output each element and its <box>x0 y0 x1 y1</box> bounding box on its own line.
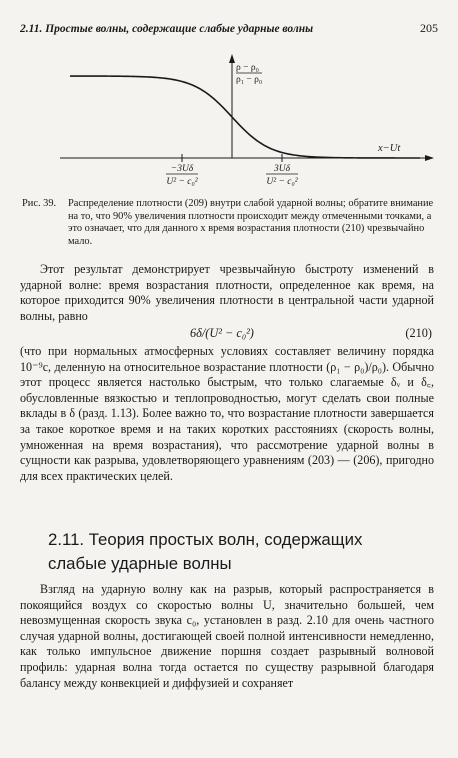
x-axis-label: x−Ut <box>378 143 401 154</box>
caption-text: Распределение плотности (209) внутри слабой ударной волны; обратите внимание на то, что 90% увеличения плотности происходит между отмеченными точками, а это означает, что для данного x время возрастания плотности (210) чрезвычайно мало. <box>68 198 434 247</box>
left-tick-numerator: −3Uδ <box>170 164 194 174</box>
y-label-denominator: ρ₁ − ρ₀ <box>236 75 263 85</box>
equation-expression: 6δ/(U² − c₀²) <box>190 326 254 340</box>
equation-number: (210) <box>405 326 432 340</box>
caption-label: Рис. 39. <box>22 198 57 209</box>
section-number: 2.11. <box>48 530 85 549</box>
equation-210 <box>20 326 434 342</box>
section-title: Теория простых волн, содержащих слабые ударные волны <box>48 530 363 573</box>
paragraph-2: (что при нормальных атмосферных условиях составляет величину порядка 10⁻⁹с, деленную на относительное возрастание плотности (ρ₁ − ρ₀)/ρ₀). Обычно этот процесс является настолько быстрым, что только слагаемые δᵥ и δ꜀, обусловленные вязкостью и теплопроводностью, могут сделать свои полные вклады в δ (разд. 1.13). Более важно то, что возрастание плотности завершается за такое короткое время и на таких коротких расстояниях (скорость волны, умноженная на время возрастания), что рассмотрение ударной волны в сущности как разрыва, удовлетворяющего уравнениям (203) — (206), пригодно для всех практических целей. <box>20 344 434 483</box>
running-head <box>20 21 438 36</box>
y-axis-arrow <box>229 54 235 63</box>
page-number: 205 <box>420 21 438 35</box>
x-axis-arrow <box>425 155 434 161</box>
left-tick-denominator: U² − c₀² <box>166 177 198 187</box>
density-profile-figure <box>0 50 458 198</box>
paragraph-1: Этот результат демонстрирует чрезвычайную быстроту изменений в ударной волне: время возрастания плотности, определенное как время, на которое приходится 90% увеличения плотности в центральной части ударной волны, равно <box>20 262 434 323</box>
running-head-title: 2.11. Простые волны, содержащие слабые ударные волны <box>20 23 314 35</box>
paragraph-3: Взгляд на ударную волну как на разрыв, который распространяется в покоящийся воздух со скоростью волны U, значительно большей, чем невозмущенная скорость звука c₀, установлен в разд. 2.10 для очень частного случая ударной волны, достигающей своей полной интенсивности немедленно, как только импульсное движение поршня создает разрывный волновой профиль: ударная волна тогда остается по существу разрывной благодаря балансу между конвекцией и диффузией и сохраняет <box>20 582 434 690</box>
y-label-numerator: ρ − ρ₀ <box>236 63 259 73</box>
section-heading <box>48 528 418 576</box>
density-curve <box>70 76 420 158</box>
right-tick-numerator: 3Uδ <box>273 164 291 174</box>
right-tick-denominator: U² − c₀² <box>266 177 298 187</box>
figure-caption <box>22 198 434 248</box>
